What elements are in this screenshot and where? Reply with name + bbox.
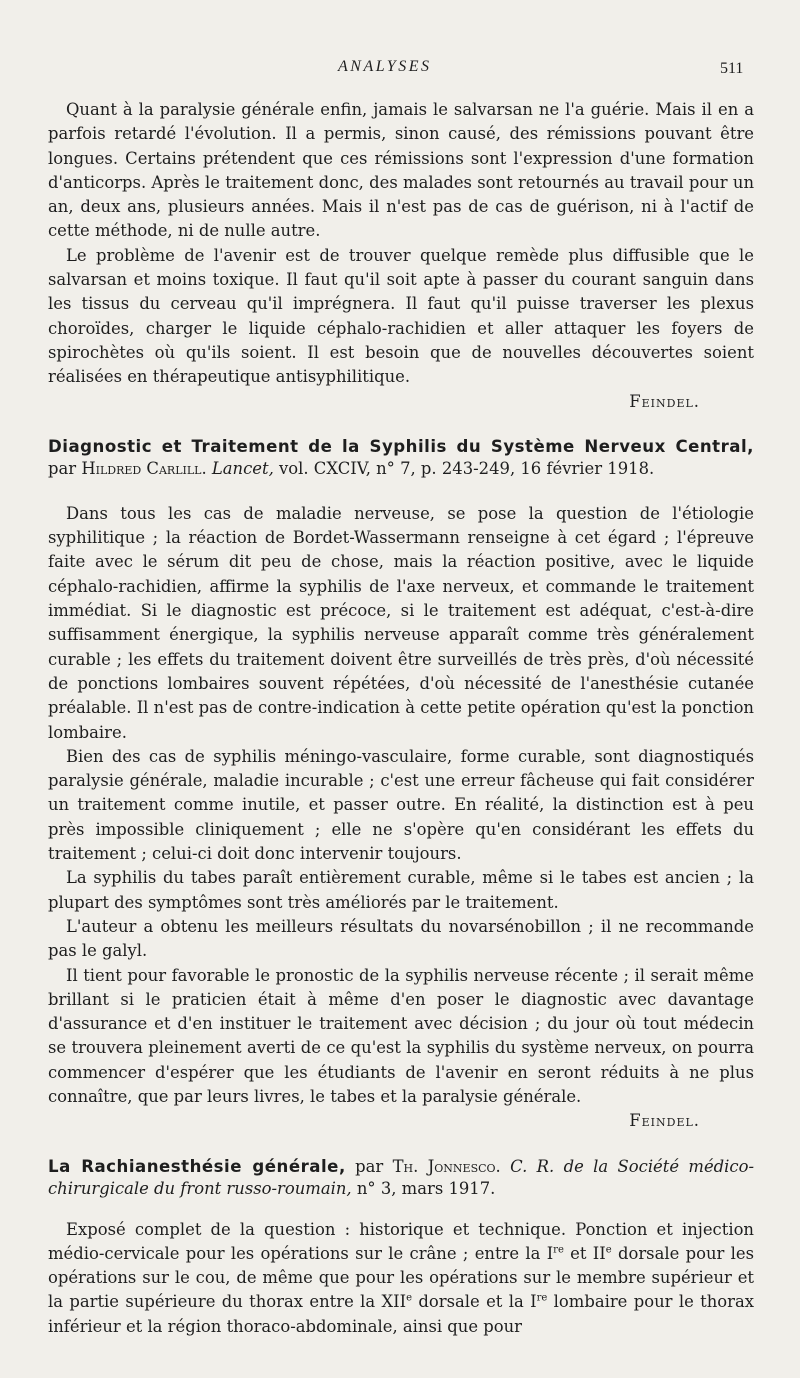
superscript: e (605, 1244, 612, 1256)
text-run: dorsale pour les opérations sur le cou, de même que pour les opérations sur le membre supérieur et la partie supérieure du thorax entre la XII (48, 1243, 755, 1312)
entry-author: Th. Jonnesco. (392, 1156, 501, 1176)
text-run: et II (563, 1243, 606, 1263)
text-run: Exposé complet de la question : historique et technique. Ponction et injection médio-cervicale pour les opérations sur le crâne ; entre la I (48, 1219, 754, 1263)
running-title: ANALYSES (338, 58, 432, 75)
paragraph: Il tient pour favorable le pronostic de la syphilis nerveuse récente ; il serait même brillant si le praticien était à même d'en poser le diagnostic avec davantage d'assurance et d'en instituer le traitement avec décision ; du jour où tout médecin se trouvera pleinement averti de ce qu'est la syphilis du système nerveux, on pourra commencer d'espérer que les étudiants de l'avenir en seront réduits à ne plus connaître, que par leurs livres, le tabes et la paralysie générale. (48, 965, 754, 1106)
entry-citation: vol. CXCIV, n° 7, p. 243-249, 16 février 1918. (279, 458, 655, 478)
paragraph: La syphilis du tabes paraît entièrement curable, même si le tabes est ancien ; la plupart des symptômes sont très améliorés par le traitement. (48, 868, 754, 912)
entry-citation: n° 3, mars 1917. (356, 1178, 496, 1198)
signature: Feindel. (629, 391, 700, 411)
paragraph: Dans tous les cas de maladie nerveuse, se pose la question de l'étiologie syphilitique ; la réaction de Bordet-Wassermann renseigne à cet égard ; l'épreuve faite avec le sérum dit peu de chose, mais la réaction positive, avec le liquide céphalo-rachidien, affirme la syphilis de l'axe nerveux, et commande le traitement immédiat. Si le diagnostic est précoce, si le traitement est adéquat, c'est-à-dire suffisamment énergique, la syphilis nerveuse apparaît comme très généralement curable ; les effets du traitement doivent être surveillés de très près, d'où nécessité de ponctions lombaires souvent répétées, d'où nécessité de l'anesthésie cutanée préalable. Il n'est pas de contre-indication à cette petite opération qu'est la ponction lombaire. (48, 503, 754, 742)
spacer (48, 1200, 754, 1218)
superscript: re (536, 1293, 548, 1304)
entry-title: La Rachianesthésie générale, (48, 1156, 346, 1176)
superscript: re (553, 1244, 564, 1256)
paragraph: Quant à la paralysie générale enfin, jamais le salvarsan ne l'a guérie. Mais il en a parfois retardé l'évolution. Il a permis, sinon causé, des rémissions pouvant être longues. Certains prétendent que ces rémissions sont l'expression d'une formation d'anticorps. Après le traitement donc, des malades sont retournés au travail pour un an, deux ans, plusieurs années. Mais il n'est pas de cas de guérison, ni à l'actif de cette méthode, ni de nulle autre. (48, 100, 754, 241)
paragraph: Le problème de l'avenir est de trouver quelque remède plus diffusible que le salvarsan et moins toxique. Il faut qu'il soit apte à passer du courant sanguin dans les tissus du cerveau qu'il imprégnera. Il faut qu'il puisse traverser les plexus choroïdes, charger le liquide céphalo-rachidien et aller attaquer les foyers de spirochètes où qu'ils soient. Il est besoin que de nouvelles découvertes soient réalisées en thérapeutique antisyphilitique. (48, 245, 754, 387)
body-text (48, 98, 754, 1339)
entry-by: par (48, 458, 77, 478)
text-run: dorsale et la I (412, 1292, 537, 1312)
entry-author: Hildred Carlill. (81, 458, 207, 478)
entry-heading (48, 1156, 754, 1200)
entry-journal: C. R. de la Société médico-chirurgicale du front russo-roumain, (48, 1156, 754, 1198)
page-header (0, 58, 800, 88)
signature: Feindel. (629, 1111, 700, 1131)
text-run: lombaire pour le thorax inférieur et la région thoraco-abdominale, ainsi que pour (48, 1292, 755, 1336)
paragraph: Bien des cas de syphilis méningo-vasculaire, forme curable, sont diagnostiqués paralysie générale, maladie incurable ; c'est une erreur fâcheuse qui fait considérer un traitement comme inutile, et passer outre. En réalité, la distinction est à peu près impossible cliniquement ; elle ne s'opère qu'en considérant les effets du traitement ; celui-ci doit donc intervenir toujours. (48, 746, 754, 864)
paragraph (48, 1218, 754, 1339)
entry-by: par (355, 1156, 384, 1176)
page-number: 511 (720, 60, 744, 77)
superscript: e (406, 1293, 413, 1304)
entry-title: Diagnostic et Traitement de la Syphilis du Système Nerveux Central, (48, 436, 754, 456)
paragraph: L'auteur a obtenu les meilleurs résultats du novarsénobillon ; il ne recommande pas le galyl. (48, 916, 754, 961)
entry-heading (48, 436, 754, 480)
entry-journal: Lancet, (211, 458, 274, 478)
spacer (48, 480, 754, 502)
